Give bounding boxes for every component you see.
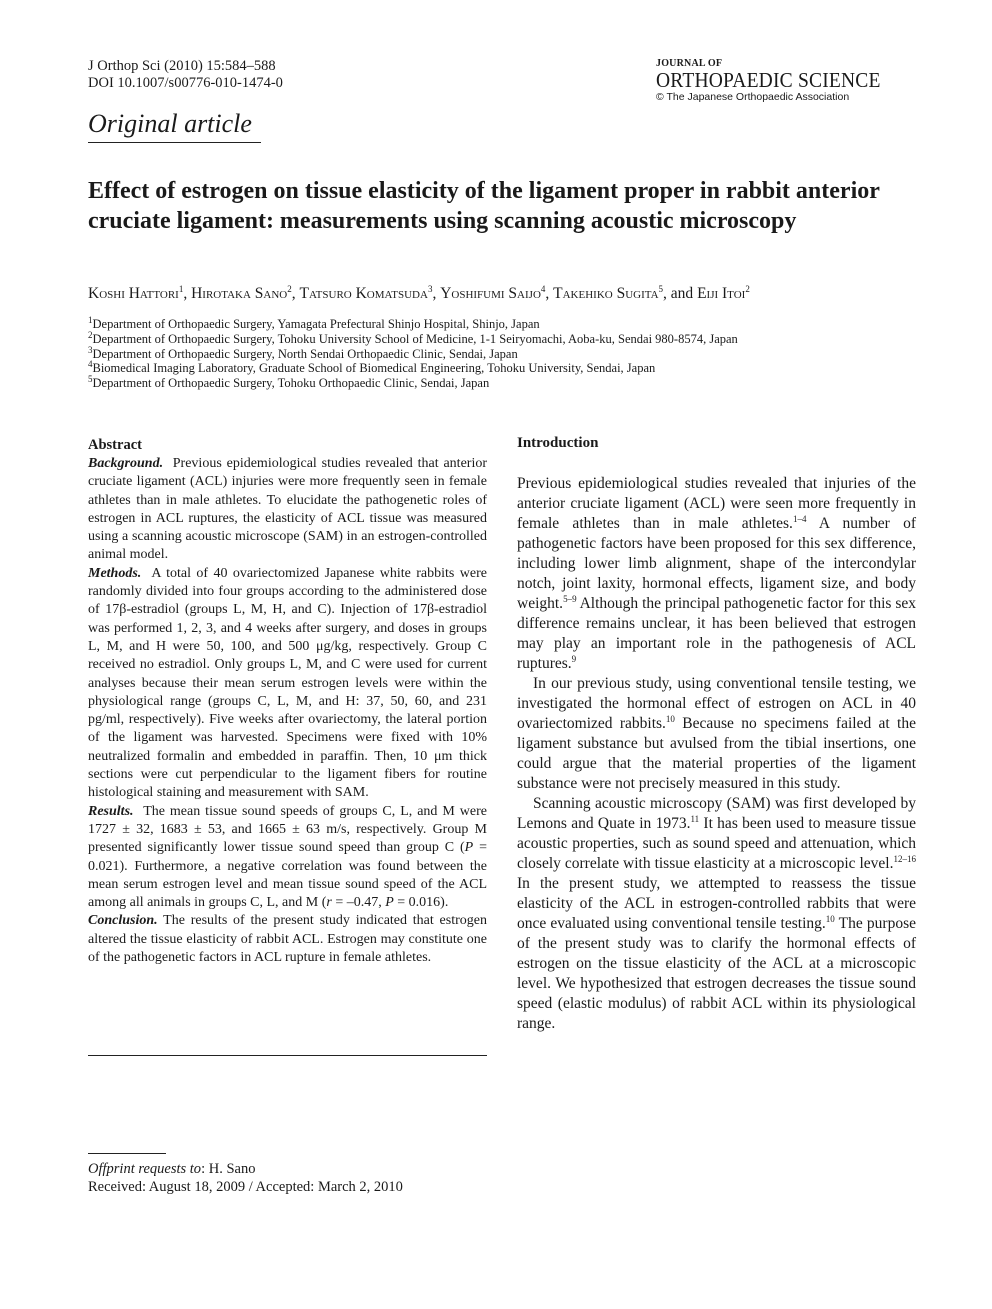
intro-text: It has been used to measure tissue acoustic properties, such as sound speed and attenuation, which closely correlate with tissue elasticity at a microscopic level.	[517, 815, 916, 872]
abstract-heading: Abstract	[88, 437, 142, 453]
paper-title: Effect of estrogen on tissue elasticity of the ligament proper in rabbit anterior cruciate ligament: measurements using scanning acoustic microscopy	[88, 178, 880, 234]
author-affil-mark: 2	[745, 283, 750, 294]
article-type: Original article	[88, 108, 261, 143]
results-r-symbol: r	[326, 895, 332, 911]
intro-text: The purpose of the present study was to clarify the hormonal effects of estrogen on the tissue elasticity of the ACL at a microscopic level. We hypothesized that estrogen decreases the tissue sound speed (elastic modulus) of rabbit ACL within its physiological range.	[517, 915, 916, 1032]
results-label: Results.	[88, 803, 134, 819]
citation-ref: 11	[690, 813, 700, 824]
intro-text: Previous epidemiological studies revealed that injuries of the anterior cruciate ligament (ACL) were seen more frequently in female athletes than in male athletes.	[517, 475, 916, 532]
offprint-label: Offprint requests to	[88, 1161, 202, 1177]
results-text: The mean tissue sound speeds of groups C, L, and M were 1727 ± 32, 1683 ± 53, and 1665 ± 63 m/s, respectively. Group M presented significantly lower tissue sound speed than group C (	[88, 803, 487, 856]
author	[299, 285, 440, 302]
author	[191, 285, 299, 302]
intro-text: A number of pathogenetic factors have been proposed for this sex difference, including lower limb alignment, shape of the intercondylar notch, joint laxity, hormonal effects, ligament size, and body weight.	[517, 515, 916, 612]
citation-ref: 10	[825, 913, 835, 924]
citation-ref: 1–4	[792, 513, 807, 524]
affiliation	[88, 361, 918, 376]
citation	[88, 58, 283, 92]
author	[697, 285, 750, 302]
affiliation-number: 1	[88, 314, 93, 325]
results-text: = 0.021). Furthermore, a negative correlation was found between the mean serum estrogen level and mean tissue sound speed of the ACL among all animals in groups C, L, and M (	[88, 840, 488, 911]
journal-logo-of: JOURNAL OF	[656, 58, 723, 69]
conclusion-label: Conclusion.	[88, 913, 158, 929]
intro-paragraph-3	[517, 794, 916, 1034]
author	[553, 285, 697, 302]
author-name: Eiji Itoi	[697, 285, 746, 302]
affiliation-text: Department of Orthopaedic Surgery, North Sendai Orthopaedic Clinic, Sendai, Japan	[92, 346, 518, 361]
affiliation	[88, 376, 918, 391]
affiliation-number: 5	[88, 374, 93, 385]
conclusion-text: The results of the present study indicated that estrogen altered the tissue elasticity of rabbit ACL. Estrogen may constitute one of the pathogenetic factors in ACL rupture in female athletes.	[88, 913, 487, 966]
affiliation-number: 2	[88, 329, 93, 340]
affiliation-number: 4	[88, 359, 93, 370]
intro-text: In our previous study, using conventional tensile testing, we investigated the hormonal effect of estrogen on ACL in 40 ovariectomized rabbits.	[517, 675, 916, 732]
author-affil-mark: 3	[427, 283, 433, 294]
intro-text: Scanning acoustic microscopy (SAM) was first developed by Lemons and Quate in 1973.	[517, 795, 916, 832]
intro-text: In the present study, we attempted to reassess the tissue elasticity of the ACL in estrogen-controlled rabbits that were once evaluated using conventional tensile testing.	[517, 875, 916, 932]
citation-doi: DOI 10.1007/s00776-010-1474-0	[88, 75, 283, 91]
author-list	[88, 284, 918, 304]
citation-volume: J Orthop Sci (2010) 15:584–588	[88, 58, 276, 74]
methods-label: Methods.	[88, 565, 142, 581]
results-p-symbol: P	[385, 895, 394, 911]
affiliation	[88, 344, 918, 362]
affiliation-text: Department of Orthopaedic Surgery, Yamagata Prefectural Shinjo Hospital, Shinjo, Japan	[92, 317, 540, 331]
intro-text: Although the principal pathogenetic factor for this sex difference remains unclear, it has been believed that estrogen may play an important role in the pathogenesis of ACL ruptures.	[517, 595, 916, 672]
author	[440, 285, 553, 302]
introduction	[517, 434, 916, 1034]
affiliation-text: Department of Orthopaedic Surgery, Tohoku University School of Medicine, 1-1 Seiryomachi, Aoba-ku, Sendai 980-8574, Japan	[92, 331, 738, 346]
citation-ref: 9	[571, 653, 577, 664]
intro-text: Because no specimens failed at the ligament substance but avulsed from the tibial insertions, one could argue that the material properties of the ligament substance were not precisely measured in this study.	[517, 715, 916, 792]
introduction-heading: Introduction	[517, 435, 599, 451]
author-affil-mark: 1	[178, 283, 184, 294]
abstract-end-rule	[88, 1055, 487, 1056]
abstract-background	[88, 455, 487, 565]
affiliation	[88, 329, 918, 347]
author	[88, 285, 191, 302]
author-name: Yoshifumi Saijo	[440, 285, 541, 302]
author-separator: , and	[663, 285, 698, 302]
journal-logo	[656, 58, 926, 104]
intro-paragraph-2	[517, 674, 916, 794]
background-text: Previous epidemiological studies revealed that anterior cruciate ligament (ACL) injuries were more frequently seen in female athletes than in male athletes. To elucidate the pathogenetic roles of estrogen in ACL ruptures, the elasticity of ACL tissue was measured using a scanning acoustic microscope (SAM) in an estrogen-controlled animal model.	[88, 456, 487, 563]
affiliation-text: Biomedical Imaging Laboratory, Graduate School of Biomedical Engineering, Tohoku University, Sendai, Japan	[92, 361, 656, 376]
footnote	[88, 1160, 403, 1196]
footnote-rule	[88, 1153, 166, 1154]
journal-association: © The Japanese Orthopaedic Association	[656, 91, 850, 103]
affiliation	[88, 314, 918, 332]
methods-text: A total of 40 ovariectomized Japanese white rabbits were randomly divided into four groups according to the administered dose of 17β-estradiol (groups L, M, H, and C). Injection of 17β-estradiol was performed 1, 2, 3, and 4 weeks after surgery, and doses in groups L, M, and H were 50, 100, and 500 μg/kg, respectively. Group C received no estradiol. Only groups L, M, and C were used for current analyses because their mean serum estrogen levels were within the physiological range (groups C, L, M, and H: 37, 50, 60, and 231 pg/ml, respectively). Five weeks after ovariectomy, the lateral portion of the ligament was harvested. Specimens were fixed with 10% neutralized formalin and embedded in paraffin. Then, 10 μm thick sections were cut perpendicular to the ligament fibers for routine histological staining and measurement with SAM.	[88, 565, 487, 801]
author-affil-mark: 4	[540, 283, 546, 294]
offprint-value: : H. Sano	[201, 1161, 256, 1177]
results-text: = –0.47,	[331, 895, 386, 911]
author-separator: ,	[545, 285, 554, 302]
abstract	[88, 436, 487, 967]
offprint-line	[88, 1160, 403, 1178]
abstract-conclusion	[88, 912, 487, 967]
citation-ref: 5–9	[563, 593, 577, 604]
affiliation-number: 3	[88, 344, 93, 355]
author-name: Takehiko Sugita	[553, 285, 659, 302]
results-text: = 0.016).	[393, 895, 449, 911]
author-separator: ,	[432, 285, 441, 302]
results-p-symbol: P	[464, 840, 474, 856]
author-affil-mark: 2	[287, 283, 292, 294]
intro-paragraph-1	[517, 474, 916, 674]
journal-logo-name: ORTHOPAEDIC SCIENCE	[656, 68, 881, 92]
abstract-results	[88, 803, 487, 913]
author-name: Koshi Hattori	[88, 285, 179, 302]
author-name: Hirotaka Sano	[191, 285, 288, 302]
received-line: Received: August 18, 2009 / Accepted: March 2, 2010	[88, 1179, 403, 1195]
background-label: Background.	[88, 456, 164, 471]
affiliation-text: Department of Orthopaedic Surgery, Tohoku Orthopaedic Clinic, Sendai, Japan	[92, 376, 490, 391]
author-affil-mark: 5	[658, 283, 664, 294]
author-separator: ,	[291, 285, 300, 302]
author-name: Tatsuro Komatsuda	[299, 285, 428, 302]
author-separator: ,	[183, 285, 192, 302]
citation-ref: 10	[665, 713, 675, 724]
affiliations	[88, 314, 918, 391]
citation-ref: 12–16	[893, 853, 916, 864]
abstract-methods	[88, 565, 487, 803]
